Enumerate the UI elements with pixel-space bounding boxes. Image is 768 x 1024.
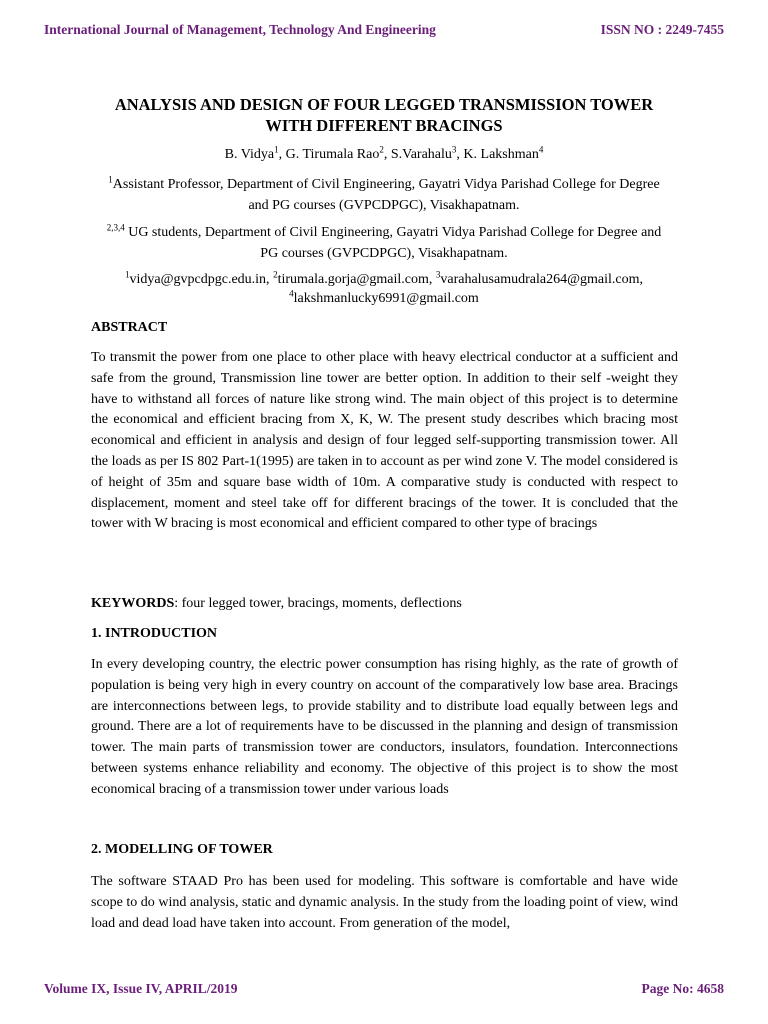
email-sup: 4 [289,288,294,299]
author-sep: , [278,147,286,162]
author-name: G. Tirumala Rao [285,147,380,162]
email-sup: 3 [435,269,441,280]
title-line-1: ANALYSIS AND DESIGN OF FOUR LEGGED TRANSMISSION TOWER [114,95,654,114]
author-sup: 2 [379,144,384,155]
email-address[interactable]: vidya@gvpcdpgc.edu.in, [129,272,274,287]
email-address[interactable]: tirumala.gorja@gmail.com, [277,272,436,287]
author-name: B. Vidya [224,147,275,162]
author-sup: 4 [538,144,544,155]
modelling-text: The software STAAD Pro has been used for modeling. This software is comfortable and have wide scope to do wind analysis, static and dynamic analysis. In the study from the loading point of view, wind load and dead load have taken into account. From generation of the model, [91,874,678,931]
affiliation-text: Assistant Professor, Department of Civil Engineering, Gayatri Vidya Parishad College for Degree and PG courses (GVPCDPGC), Visakhapatnam. [112,177,660,213]
intro-heading: 1. INTRODUCTION [91,626,218,641]
issn-number: ISSN NO : 2249-7455 [600,22,724,37]
author-sep: , [383,147,391,162]
affiliation-2 [100,222,668,264]
email-list [80,270,688,308]
affiliation-sup: 2,3,4 [106,222,125,233]
email-address[interactable]: varahalusamudrala264@gmail.com, [440,272,643,287]
affiliation-sup: 1 [108,174,113,185]
journal-name: International Journal of Management, Technology And Engineering [44,22,436,37]
author-sup: 3 [451,144,457,155]
author-list [60,144,708,163]
email-sup: 2 [273,269,278,280]
paper-title [60,94,708,136]
modelling-heading: 2. MODELLING OF TOWER [91,842,273,857]
affiliation-1 [100,174,668,216]
title-line-2: WITH DIFFERENT BRACINGS [265,116,503,135]
abstract-heading: ABSTRACT [91,320,168,335]
page-number: Page No: 4658 [641,981,724,996]
author-name: K. Lakshman [463,147,539,162]
email-address[interactable]: lakshmanlucky6991@gmail.com [293,291,479,306]
page-header [44,22,724,38]
keywords-label: KEYWORDS [91,596,175,611]
email-sup: 1 [125,269,130,280]
page-footer [44,981,724,997]
keywords-line [91,596,462,612]
keywords-text: : four legged tower, bracings, moments, deflections [174,596,462,611]
author-sep: , [456,147,464,162]
author-name: S.Varahalu [390,147,452,162]
author-sup: 1 [274,144,279,155]
intro-text: In every developing country, the electric power consumption has rising highly, as the rate of growth of population is being very high in every country on account of the comparatively low base area. Bracings are interconnections between legs, to provide stability and to distribute load equally between legs and ground. There are a lot of requirements have to be discussed in the planning and design of transmission tower. The main parts of transmission tower are conductors, insulators, foundation. Interconnections between systems enhance reliability and economy. The objective of this project is to show the most economical bracing of a transmission tower under various loads [91,657,678,797]
affiliation-text: UG students, Department of Civil Engineering, Gayatri Vidya Parishad College for Degree and PG courses (GVPCDPGC), Visakhapatnam. [124,225,662,261]
volume-info: Volume IX, Issue IV, APRIL/2019 [44,981,238,996]
abstract-text: To transmit the power from one place to other place with heavy electrical conductor at a sufficient and safe from the ground, Transmission line tower are better option. In addition to their self -weight they have to withstand all forces of nature like strong wind. The main object of this project is to determine the economical and efficient bracing from X, K, W. The present study describes which bracing most economical and efficient in analysis and design of four legged self-supporting transmission tower. All the loads as per IS 802 Part-1(1995) are taken in to account as per wind zone V. The model considered is of height of 35m and square base width of 10m. A comparative study is conducted with respect to displacement, moment and steel take off for different bracings of the tower. It is concluded that the tower with W bracing is most economical and efficient compared to other type of bracings [91,350,678,532]
